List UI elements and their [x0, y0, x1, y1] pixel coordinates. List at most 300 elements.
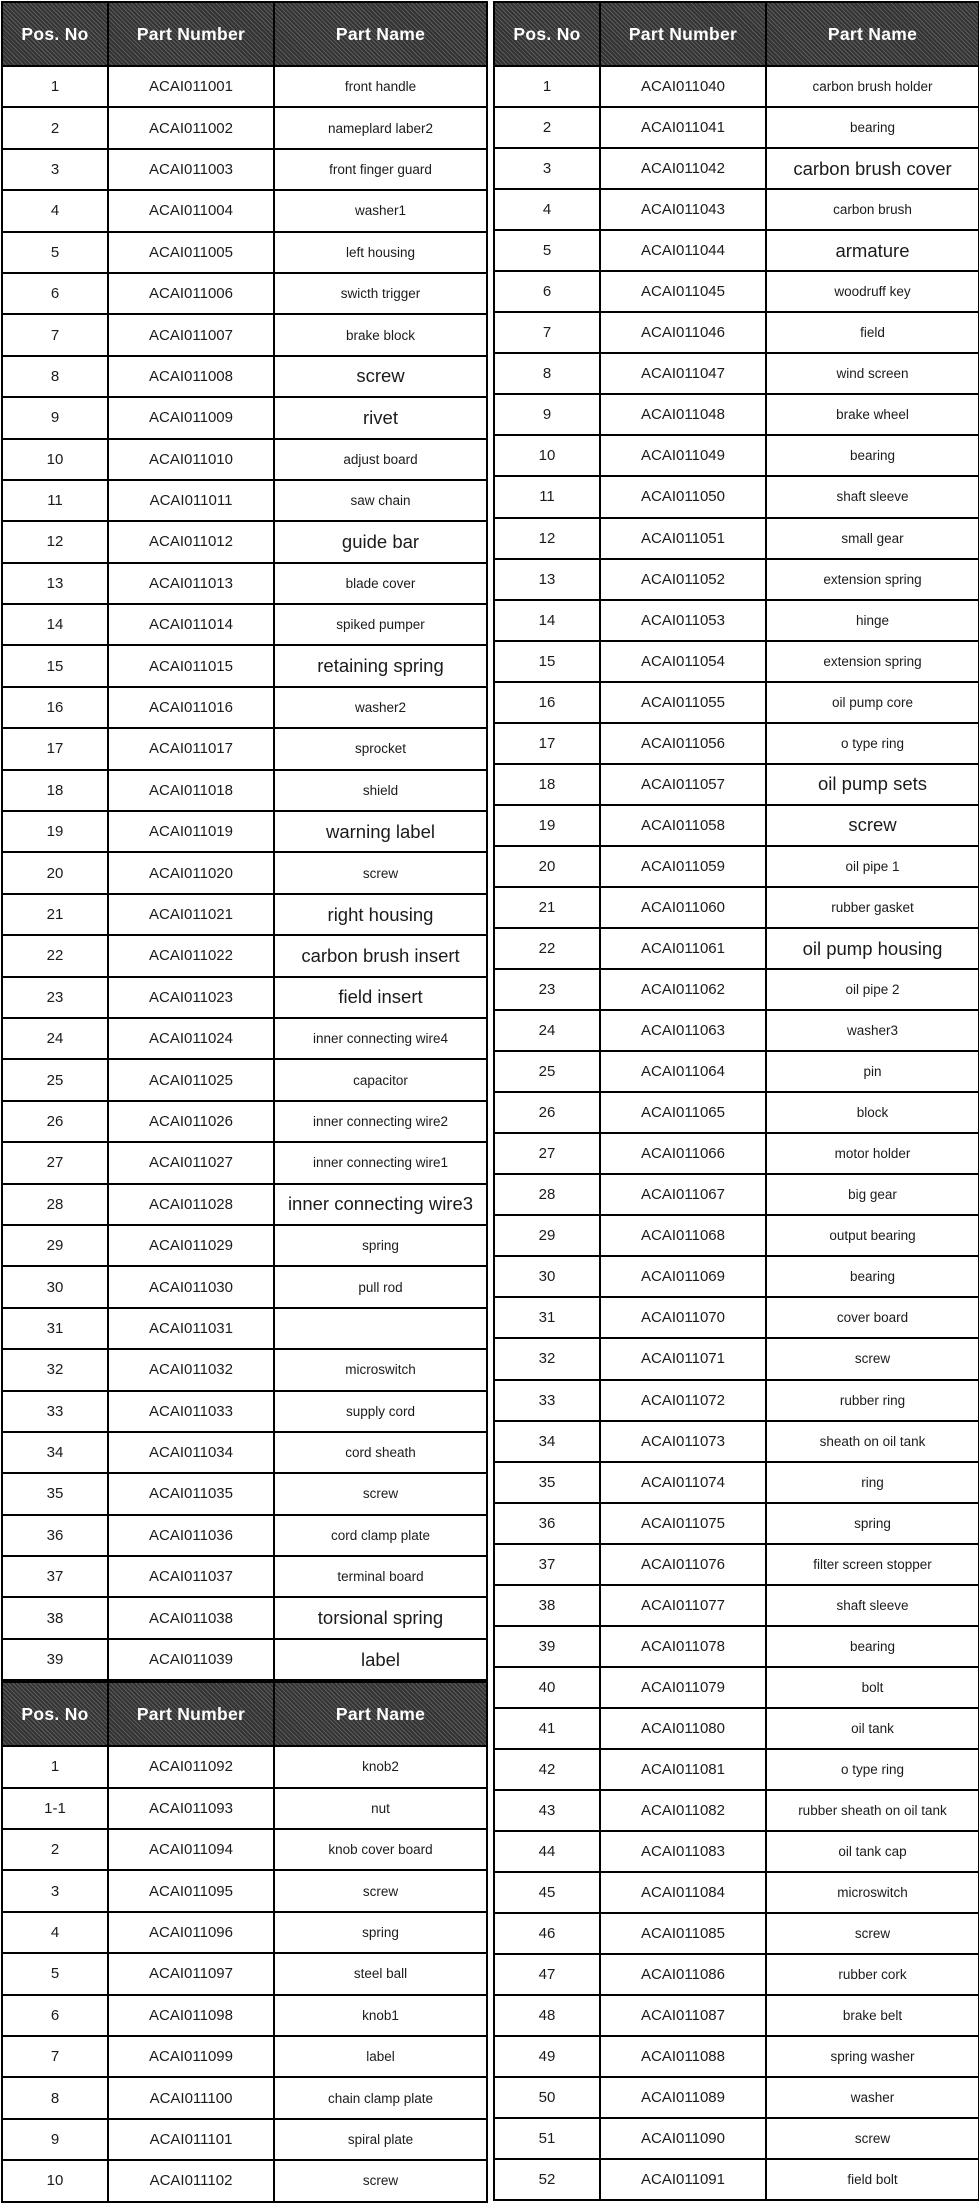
- part-name-cell: pull rod: [274, 1266, 487, 1307]
- pos-cell: 1-1: [2, 1788, 108, 1829]
- part-number-cell: ACAI011071: [600, 1338, 766, 1379]
- part-name-cell: spiral plate: [274, 2119, 487, 2160]
- part-number-cell: ACAI011101: [108, 2119, 274, 2160]
- part-number-cell: ACAI011096: [108, 1912, 274, 1953]
- part-name-cell: screw: [766, 2118, 979, 2159]
- part-name-cell: o type ring: [766, 1749, 979, 1790]
- part-number-cell: ACAI011076: [600, 1544, 766, 1585]
- table-row: [494, 887, 979, 928]
- pos-cell: 10: [2, 2160, 108, 2201]
- part-name-cell: shaft sleeve: [766, 1585, 979, 1626]
- part-name-cell: screw: [274, 1870, 487, 1911]
- table-row: [2, 149, 487, 190]
- table-row: [494, 969, 979, 1010]
- pos-cell: 1: [494, 66, 600, 107]
- pos-cell: 9: [494, 394, 600, 435]
- pos-cell: 12: [494, 518, 600, 559]
- pos-cell: 29: [2, 1225, 108, 1266]
- part-name-cell: spiked pumper: [274, 604, 487, 645]
- pos-cell: 42: [494, 1749, 600, 1790]
- table-row: [2, 521, 487, 562]
- part-number-cell: ACAI011026: [108, 1101, 274, 1142]
- part-name-cell: output bearing: [766, 1215, 979, 1256]
- pos-cell: 8: [2, 356, 108, 397]
- header-row: [2, 1682, 487, 1746]
- part-number-cell: ACAI011004: [108, 190, 274, 231]
- table-row: [2, 811, 487, 852]
- part-number-cell: ACAI011064: [600, 1051, 766, 1092]
- part-name-cell: small gear: [766, 518, 979, 559]
- table-row: [494, 1010, 979, 1051]
- part-name-cell: label: [274, 2036, 487, 2077]
- table-row: [2, 852, 487, 893]
- table-row: [2, 1912, 487, 1953]
- part-name-cell: torsional spring: [274, 1597, 487, 1638]
- pos-cell: 29: [494, 1215, 600, 1256]
- pos-cell: 43: [494, 1790, 600, 1831]
- part-number-cell: ACAI011100: [108, 2077, 274, 2118]
- pos-cell: 46: [494, 1913, 600, 1954]
- part-name-cell: armature: [766, 230, 979, 271]
- part-number-cell: ACAI011069: [600, 1256, 766, 1297]
- part-number-cell: ACAI011070: [600, 1297, 766, 1338]
- table-row: [2, 480, 487, 521]
- part-name-cell: blade cover: [274, 563, 487, 604]
- table-row: [2, 1059, 487, 1100]
- pos-cell: 25: [494, 1051, 600, 1092]
- part-name-cell: bearing: [766, 1626, 979, 1667]
- part-name-cell: ring: [766, 1462, 979, 1503]
- part-number-cell: ACAI011037: [108, 1556, 274, 1597]
- pos-cell: 33: [2, 1391, 108, 1432]
- table-row: [2, 1829, 487, 1870]
- pos-cell: 5: [2, 232, 108, 273]
- part-number-cell: ACAI011063: [600, 1010, 766, 1051]
- table-row: [494, 1092, 979, 1133]
- part-name-cell: oil pump core: [766, 682, 979, 723]
- part-number-cell: ACAI011047: [600, 353, 766, 394]
- pos-cell: 50: [494, 2077, 600, 2118]
- table-row: [494, 1421, 979, 1462]
- part-number-cell: ACAI011044: [600, 230, 766, 271]
- part-name-cell: retaining spring: [274, 645, 487, 686]
- part-name-cell: brake block: [274, 314, 487, 355]
- table-row: [2, 232, 487, 273]
- part-name-cell: front handle: [274, 66, 487, 107]
- part-number-cell: ACAI011082: [600, 1790, 766, 1831]
- table-row: [2, 314, 487, 355]
- part-name-cell: microswitch: [766, 1872, 979, 1913]
- part-number-cell: ACAI011053: [600, 600, 766, 641]
- part-number-cell: ACAI011095: [108, 1870, 274, 1911]
- part-number-cell: ACAI011051: [600, 518, 766, 559]
- table-row: [2, 397, 487, 438]
- pos-cell: 2: [2, 107, 108, 148]
- pos-cell: 25: [2, 1059, 108, 1100]
- part-number-cell: ACAI011020: [108, 852, 274, 893]
- column-header-part-number: Part Number: [108, 1682, 274, 1746]
- table-row: [494, 1462, 979, 1503]
- part-number-cell: ACAI011048: [600, 394, 766, 435]
- pos-cell: 6: [2, 1995, 108, 2036]
- table-row: [2, 1349, 487, 1390]
- part-number-cell: ACAI011084: [600, 1872, 766, 1913]
- table-row: [494, 1585, 979, 1626]
- part-number-cell: ACAI011075: [600, 1503, 766, 1544]
- pos-cell: 4: [2, 1912, 108, 1953]
- part-number-cell: ACAI011102: [108, 2160, 274, 2201]
- part-number-cell: ACAI011038: [108, 1597, 274, 1638]
- table-row: [494, 805, 979, 846]
- table-row: [494, 1297, 979, 1338]
- table-row: [494, 1544, 979, 1585]
- part-name-cell: guide bar: [274, 521, 487, 562]
- part-name-cell: cord clamp plate: [274, 1515, 487, 1556]
- part-number-cell: ACAI011009: [108, 397, 274, 438]
- part-name-cell: rubber gasket: [766, 887, 979, 928]
- table-row: [2, 563, 487, 604]
- table-row: [2, 977, 487, 1018]
- pos-cell: 24: [494, 1010, 600, 1051]
- part-name-cell: wind screen: [766, 353, 979, 394]
- part-name-cell: oil pump sets: [766, 764, 979, 805]
- part-number-cell: ACAI011034: [108, 1432, 274, 1473]
- part-number-cell: ACAI011097: [108, 1953, 274, 1994]
- part-number-cell: ACAI011060: [600, 887, 766, 928]
- pos-cell: 23: [494, 969, 600, 1010]
- pos-cell: 3: [2, 149, 108, 190]
- pos-cell: 44: [494, 1831, 600, 1872]
- part-name-cell: block: [766, 1092, 979, 1133]
- pos-cell: 9: [2, 397, 108, 438]
- pos-cell: 20: [2, 852, 108, 893]
- pos-cell: 6: [494, 271, 600, 312]
- part-number-cell: ACAI011056: [600, 723, 766, 764]
- part-number-cell: ACAI011093: [108, 1788, 274, 1829]
- table-row: [2, 645, 487, 686]
- column-header-pos-no: Pos. No: [2, 1682, 108, 1746]
- table-row: [494, 1790, 979, 1831]
- part-name-cell: rubber sheath on oil tank: [766, 1790, 979, 1831]
- part-number-cell: ACAI011041: [600, 107, 766, 148]
- part-number-cell: ACAI011052: [600, 559, 766, 600]
- table-row: [2, 687, 487, 728]
- part-name-cell: label: [274, 1639, 487, 1680]
- table-row: [494, 394, 979, 435]
- part-name-cell: swicth trigger: [274, 273, 487, 314]
- part-name-cell: rubber cork: [766, 1954, 979, 1995]
- part-number-cell: ACAI011007: [108, 314, 274, 355]
- pos-cell: 5: [494, 230, 600, 271]
- part-name-cell: warning label: [274, 811, 487, 852]
- part-number-cell: ACAI011002: [108, 107, 274, 148]
- left-column: [1, 1, 486, 2203]
- part-name-cell: spring: [274, 1912, 487, 1953]
- part-name-cell: carbon brush cover: [766, 148, 979, 189]
- part-name-cell: big gear: [766, 1174, 979, 1215]
- part-number-cell: ACAI011050: [600, 476, 766, 517]
- pos-cell: 23: [2, 977, 108, 1018]
- table-row: [2, 2077, 487, 2118]
- pos-cell: 11: [494, 476, 600, 517]
- part-name-cell: cover board: [766, 1297, 979, 1338]
- table-row: [2, 935, 487, 976]
- pos-cell: 18: [2, 770, 108, 811]
- pos-cell: 27: [494, 1133, 600, 1174]
- part-number-cell: ACAI011006: [108, 273, 274, 314]
- part-name-cell: microswitch: [274, 1349, 487, 1390]
- part-number-cell: ACAI011078: [600, 1626, 766, 1667]
- table-row: [2, 1556, 487, 1597]
- pos-cell: 2: [2, 1829, 108, 1870]
- pos-cell: 28: [494, 1174, 600, 1215]
- pos-cell: 17: [2, 728, 108, 769]
- part-name-cell: brake wheel: [766, 394, 979, 435]
- part-number-cell: ACAI011010: [108, 439, 274, 480]
- part-number-cell: ACAI011087: [600, 1995, 766, 2036]
- pos-cell: 3: [2, 1870, 108, 1911]
- pos-cell: 48: [494, 1995, 600, 2036]
- header-row: [2, 2, 487, 66]
- part-number-cell: ACAI011018: [108, 770, 274, 811]
- part-number-cell: ACAI011036: [108, 1515, 274, 1556]
- table-row: [494, 1954, 979, 1995]
- column-header-pos-no: Pos. No: [2, 2, 108, 66]
- table-row: [494, 1174, 979, 1215]
- pos-cell: 45: [494, 1872, 600, 1913]
- table-row: [494, 107, 979, 148]
- pos-cell: 52: [494, 2159, 600, 2200]
- part-name-cell: woodruff key: [766, 271, 979, 312]
- table-row: [494, 2118, 979, 2159]
- pos-cell: 18: [494, 764, 600, 805]
- part-name-cell: shaft sleeve: [766, 476, 979, 517]
- column-header-part-name: Part Name: [274, 1682, 487, 1746]
- part-name-cell: washer3: [766, 1010, 979, 1051]
- pos-cell: 16: [2, 687, 108, 728]
- part-name-cell: shield: [274, 770, 487, 811]
- part-name-cell: hinge: [766, 600, 979, 641]
- part-number-cell: ACAI011008: [108, 356, 274, 397]
- table-row: [2, 1473, 487, 1514]
- table-row: [2, 2160, 487, 2201]
- table-row: [2, 1788, 487, 1829]
- table-row: [2, 1225, 487, 1266]
- pos-cell: 36: [2, 1515, 108, 1556]
- part-number-cell: ACAI011080: [600, 1708, 766, 1749]
- part-number-cell: ACAI011023: [108, 977, 274, 1018]
- part-number-cell: ACAI011046: [600, 312, 766, 353]
- pos-cell: 6: [2, 273, 108, 314]
- table-row: [2, 1746, 487, 1787]
- pos-cell: 28: [2, 1184, 108, 1225]
- part-number-cell: ACAI011061: [600, 928, 766, 969]
- pos-cell: 30: [2, 1266, 108, 1307]
- part-name-cell: pin: [766, 1051, 979, 1092]
- part-name-cell: brake belt: [766, 1995, 979, 2036]
- part-number-cell: ACAI011065: [600, 1092, 766, 1133]
- part-name-cell: inner connecting wire3: [274, 1184, 487, 1225]
- table-row: [494, 846, 979, 887]
- table-row: [494, 1503, 979, 1544]
- pos-cell: 10: [494, 435, 600, 476]
- table-row: [494, 723, 979, 764]
- part-name-cell: capacitor: [274, 1059, 487, 1100]
- pos-cell: 3: [494, 148, 600, 189]
- table-row: [494, 1831, 979, 1872]
- pos-cell: 1: [2, 1746, 108, 1787]
- part-name-cell: oil pipe 2: [766, 969, 979, 1010]
- table-row: [494, 271, 979, 312]
- part-name-cell: inner connecting wire4: [274, 1018, 487, 1059]
- part-name-cell: sheath on oil tank: [766, 1421, 979, 1462]
- table-row: [2, 356, 487, 397]
- table-row: [2, 1515, 487, 1556]
- part-number-cell: ACAI011016: [108, 687, 274, 728]
- table-row: [494, 1667, 979, 1708]
- pos-cell: 37: [2, 1556, 108, 1597]
- part-number-cell: ACAI011057: [600, 764, 766, 805]
- table-row: [2, 894, 487, 935]
- part-number-cell: ACAI011055: [600, 682, 766, 723]
- table-row: [2, 1018, 487, 1059]
- part-number-cell: ACAI011091: [600, 2159, 766, 2200]
- pos-cell: 11: [2, 480, 108, 521]
- part-number-cell: ACAI011099: [108, 2036, 274, 2077]
- pos-cell: 40: [494, 1667, 600, 1708]
- pos-cell: 38: [494, 1585, 600, 1626]
- table-row: [494, 148, 979, 189]
- column-header-part-number: Part Number: [600, 2, 766, 66]
- table-row: [494, 1626, 979, 1667]
- pos-cell: 32: [2, 1349, 108, 1390]
- right-column: [493, 1, 978, 2201]
- part-number-cell: ACAI011028: [108, 1184, 274, 1225]
- pos-cell: 10: [2, 439, 108, 480]
- part-number-cell: ACAI011054: [600, 641, 766, 682]
- pos-cell: 30: [494, 1256, 600, 1297]
- header-row: [494, 2, 979, 66]
- table-row: [2, 1266, 487, 1307]
- part-number-cell: ACAI011066: [600, 1133, 766, 1174]
- part-name-cell: right housing: [274, 894, 487, 935]
- table-row: [494, 1872, 979, 1913]
- table-row: [494, 2077, 979, 2118]
- part-number-cell: ACAI011042: [600, 148, 766, 189]
- part-number-cell: ACAI011089: [600, 2077, 766, 2118]
- part-number-cell: ACAI011019: [108, 811, 274, 852]
- pos-cell: 22: [2, 935, 108, 976]
- pos-cell: 7: [494, 312, 600, 353]
- pos-cell: 37: [494, 1544, 600, 1585]
- pos-cell: 32: [494, 1338, 600, 1379]
- part-number-cell: ACAI011032: [108, 1349, 274, 1390]
- table-row: [2, 1142, 487, 1183]
- part-number-cell: ACAI011072: [600, 1380, 766, 1421]
- table-row: [2, 1308, 487, 1349]
- pos-cell: 15: [2, 645, 108, 686]
- part-number-cell: ACAI011003: [108, 149, 274, 190]
- part-number-cell: ACAI011067: [600, 1174, 766, 1215]
- pos-cell: 21: [2, 894, 108, 935]
- part-name-cell: rubber ring: [766, 1380, 979, 1421]
- pos-cell: 31: [494, 1297, 600, 1338]
- part-name-cell: chain clamp plate: [274, 2077, 487, 2118]
- table-row: [2, 1995, 487, 2036]
- pos-cell: 39: [2, 1639, 108, 1680]
- part-name-cell: oil tank cap: [766, 1831, 979, 1872]
- column-header-pos-no: Pos. No: [494, 2, 600, 66]
- part-number-cell: ACAI011001: [108, 66, 274, 107]
- part-name-cell: oil pump housing: [766, 928, 979, 969]
- part-number-cell: ACAI011027: [108, 1142, 274, 1183]
- pos-cell: 8: [2, 2077, 108, 2118]
- part-name-cell: bolt: [766, 1667, 979, 1708]
- part-name-cell: screw: [274, 1473, 487, 1514]
- table-row: [2, 1184, 487, 1225]
- pos-cell: 7: [2, 2036, 108, 2077]
- pos-cell: 51: [494, 2118, 600, 2159]
- part-name-cell: field bolt: [766, 2159, 979, 2200]
- pos-cell: 9: [2, 2119, 108, 2160]
- part-name-cell: knob1: [274, 1995, 487, 2036]
- pos-cell: 8: [494, 353, 600, 394]
- part-number-cell: ACAI011005: [108, 232, 274, 273]
- table-row: [2, 1870, 487, 1911]
- part-name-cell: [274, 1308, 487, 1349]
- pos-cell: 2: [494, 107, 600, 148]
- table-row: [494, 1995, 979, 2036]
- part-number-cell: ACAI011062: [600, 969, 766, 1010]
- pos-cell: 34: [2, 1432, 108, 1473]
- part-number-cell: ACAI011024: [108, 1018, 274, 1059]
- parts-table-left-top: [1, 1, 488, 1681]
- part-name-cell: extension spring: [766, 641, 979, 682]
- part-name-cell: carbon brush holder: [766, 66, 979, 107]
- part-number-cell: ACAI011012: [108, 521, 274, 562]
- pos-cell: 4: [494, 189, 600, 230]
- part-number-cell: ACAI011035: [108, 1473, 274, 1514]
- part-name-cell: cord sheath: [274, 1432, 487, 1473]
- part-name-cell: terminal board: [274, 1556, 487, 1597]
- part-number-cell: ACAI011077: [600, 1585, 766, 1626]
- column-header-part-name: Part Name: [274, 2, 487, 66]
- part-name-cell: knob cover board: [274, 1829, 487, 1870]
- pos-cell: 47: [494, 1954, 600, 1995]
- pos-cell: 49: [494, 2036, 600, 2077]
- table-row: [2, 1432, 487, 1473]
- pos-cell: 14: [2, 604, 108, 645]
- part-number-cell: ACAI011058: [600, 805, 766, 846]
- pos-cell: 13: [494, 559, 600, 600]
- pos-cell: 4: [2, 190, 108, 231]
- pos-cell: 14: [494, 600, 600, 641]
- column-header-part-number: Part Number: [108, 2, 274, 66]
- table-row: [494, 435, 979, 476]
- part-name-cell: oil tank: [766, 1708, 979, 1749]
- part-name-cell: supply cord: [274, 1391, 487, 1432]
- part-name-cell: field insert: [274, 977, 487, 1018]
- pos-cell: 27: [2, 1142, 108, 1183]
- pos-cell: 33: [494, 1380, 600, 1421]
- pos-cell: 5: [2, 1953, 108, 1994]
- part-number-cell: ACAI011074: [600, 1462, 766, 1503]
- table-row: [494, 682, 979, 723]
- pos-cell: 38: [2, 1597, 108, 1638]
- parts-table-right: [493, 1, 979, 2201]
- table-row: [494, 1256, 979, 1297]
- table-row: [2, 2119, 487, 2160]
